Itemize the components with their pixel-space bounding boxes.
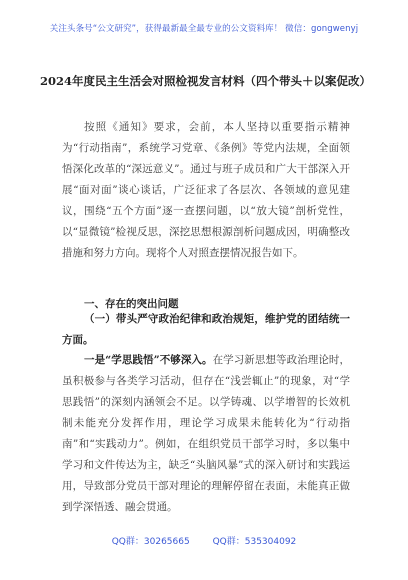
point-body: 在学习新思想等政治理论时，虽积极参与各类学习活动，但存在“浅尝辄止”的现象，对“学思践悟”的深刻内涵领会不足。以学铸魂、以学增智的长效机制未能充分发挥作用，理论学习成果未能转化为“行动指南”和“实践动力”。例如，在组织党员干部学习时，多以集中学习和文件传达为主，缺乏“头脑风暴”式的深入研讨和实践运用，导致部分党员干部对理论的理解停留在表面，未能真正做到学深悟透、融会贯通。 [62,354,350,513]
point-lead: 一是“学思践悟”不够深入。 [84,354,213,366]
qq-group-1: QQ群：30265665 [111,537,190,547]
qq-group-2: QQ群：535304092 [212,537,297,547]
sub-heading: （一）带头严守政治纪律和政治规矩，维护党的团结统一方面。 [62,313,350,346]
section-heading: 一、存在的突出问题 [84,298,179,310]
intro-paragraph: 按照《通知》要求，会前，本人坚持以重要指示精神为“行动指南”，系统学习党章、《条例》等党内法规，全面领悟深化改革的“深远意义”。通过与班子成员和广大干部深入开展“面对面”谈心谈话，广泛征求了各层次、各领域的意见建议，围绕“五个方面”逐一查摆问题，以“放大镜”剖析党性，以“显微镜”检视反思，深挖思想根源剖析问题成因，明确整改措施和努力方向。现将个人对照查摆情况报告如下。 [62,121,350,259]
document-title: 2024年度民主生活会对照检视发言材料（四个带头＋以案促改） [40,74,372,88]
footer-contact [0,534,408,547]
header-banner: 关注头条号“公文研究”，获得最新最全最专业的公文资料库！ 微信：gongwenyj [49,24,359,34]
point-paragraph [62,350,350,518]
